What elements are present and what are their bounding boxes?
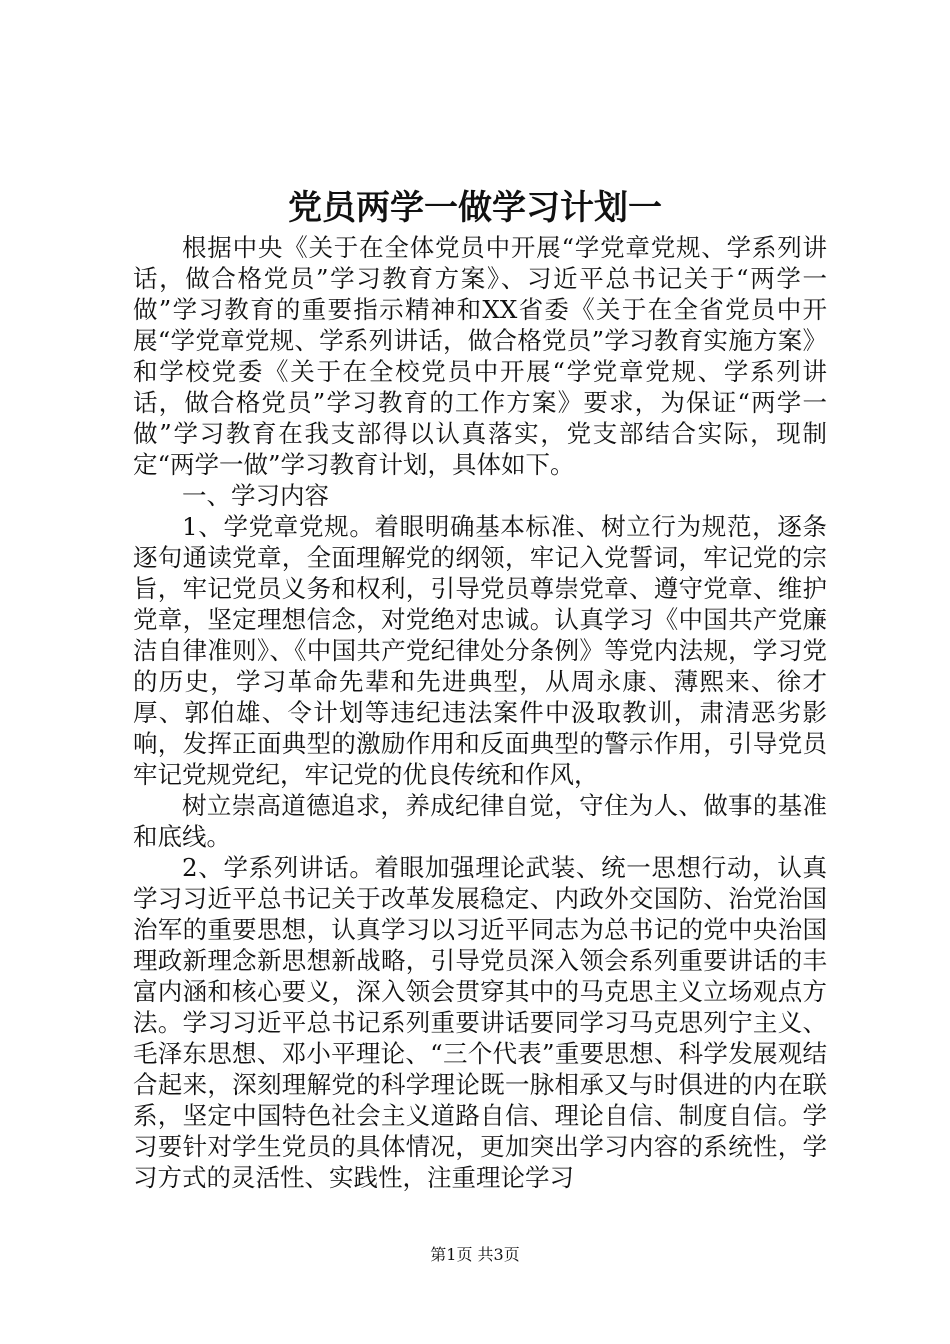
paragraph-party-constitution: 1、学党章党规。着眼明确基本标准、树立行为规范，逐条逐句通读党章，全面理解党的纲领，牢记入党誓词，牢记党的宗旨，牢记党员义务和权利，引导党员尊崇党章、遵守党章、维护党章，坚定理想信念，对党绝对忠诚。认真学习《中国共产党廉洁自律准则》、《中国共产党纪律处分条例》等党内法规，学习党的历史，学习革命先辈和先进典型，从周永康、薄熙来、徐才厚、郭伯雄、令计划等违纪违法案件中汲取教训，肃清恶劣影响，发挥正面典型的激励作用和反面典型的警示作用，引导党员牢记党规党纪，牢记党的优良传统和作风， [133,512,827,789]
page-footer: 第1页 共3页 [430,1245,520,1264]
document-title: 党员两学一做学习计划一 [288,188,662,228]
section-heading-learning-content: 一、学习内容 [182,481,329,510]
paragraph-intro: 根据中央《关于在全体党员中开展“学党章党规、学系列讲话，做合格党员”学习教育方案》、习近平总书记关于“两学一做”学习教育的重要指示精神和XX省委《关于在全省党员中开展“学党章党规、学系列讲话，做合格党员”学习教育实施方案》和学校党委《关于在全校党员中开展“学党章党规、学系列讲话，做合格党员”学习教育的工作方案》要求，为保证“两学一做”学习教育在我支部得以认真落实，党支部结合实际，现制定“两学一做”学习教育计划，具体如下。 [133,233,827,479]
paragraph-moral-pursuit: 树立崇高道德追求，养成纪律自觉，守住为人、做事的基准和底线。 [133,791,827,851]
paragraph-series-speeches: 2、学系列讲话。着眼加强理论武装、统一思想行动，认真学习习近平总书记关于改革发展稳定、内政外交国防、治党治国治军的重要思想，认真学习以习近平同志为总书记的党中央治国理政新理念新思想新战略，引导党员深入领会系列重要讲话的丰富内涵和核心要义，深入领会贯穿其中的马克思主义立场观点方法。学习习近平总书记系列重要讲话要同学习马克思列宁主义、毛泽东思想、邓小平理论、“三个代表”重要思想、科学发展观结合起来，深刻理解党的科学理论既一脉相承又与时俱进的内在联系，坚定中国特色社会主义道路自信、理论自信、制度自信。学习要针对学生党员的具体情况，更加突出学习内容的系统性，学习方式的灵活性、实践性，注重理论学习 [133,853,827,1192]
document-body [133,232,827,1193]
